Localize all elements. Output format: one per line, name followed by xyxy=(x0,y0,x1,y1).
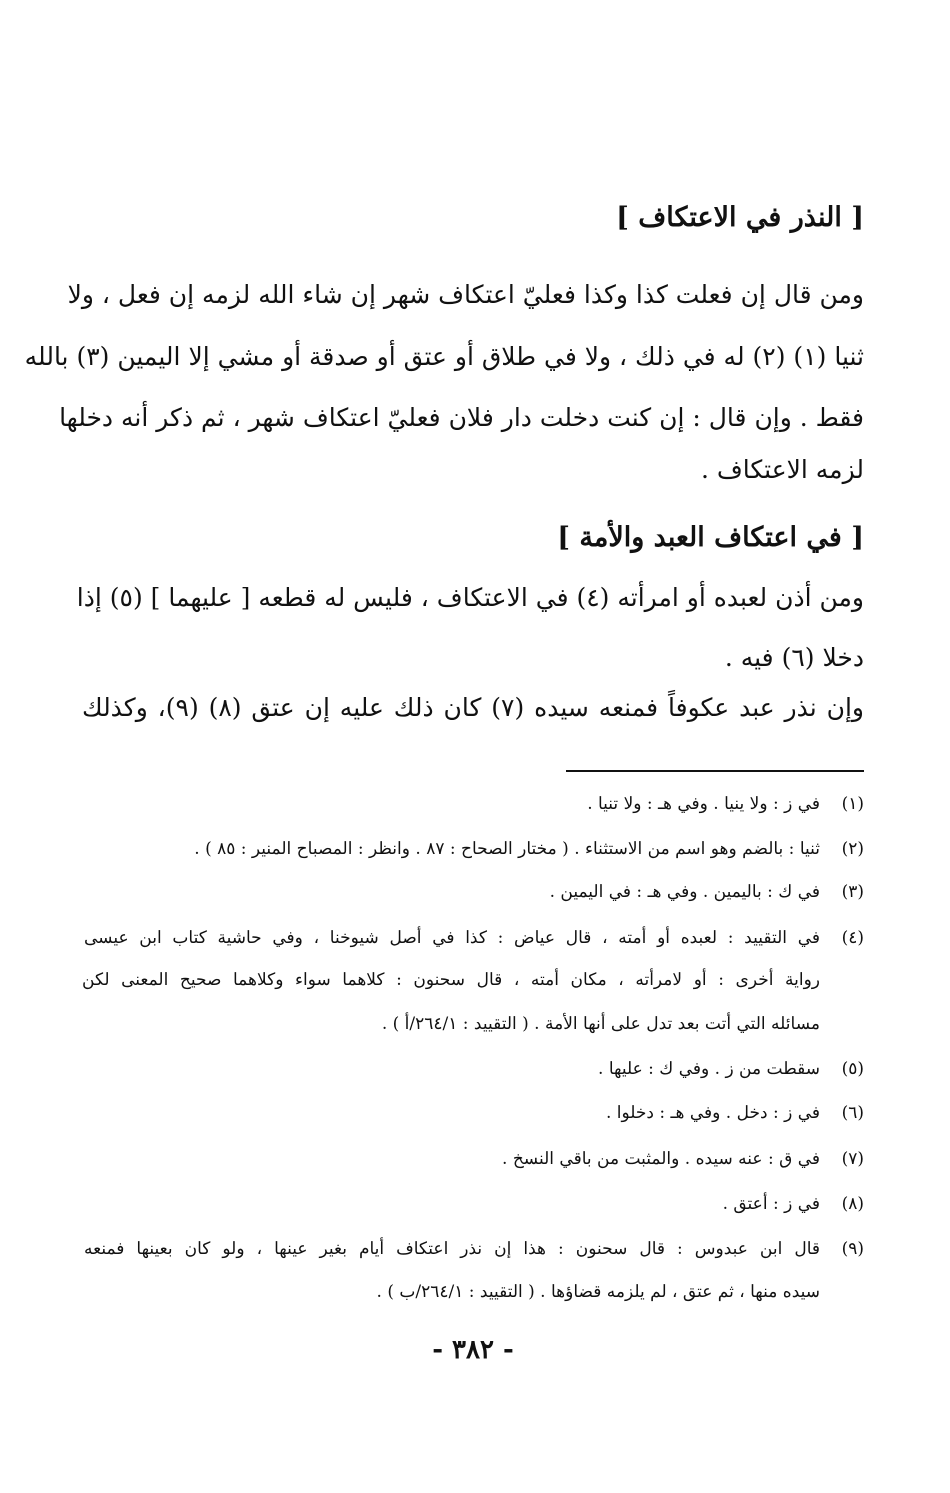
footnote-text: قال ابن عبدوس : قال سحنون : هذا إن نذر اعتكاف أيام بغير عينها ، ولو كان بعينها فمنعه xyxy=(84,1239,820,1259)
footnote-number: (٩) xyxy=(841,1239,864,1259)
body-line-1: ومن قال إن فعلت كذا وكذا فعليّ اعتكاف شهر إن شاء الله لزمه إن فعل ، ولا xyxy=(67,280,864,309)
footnote-5 xyxy=(82,1055,864,1083)
footnote-2 xyxy=(82,835,864,863)
footnote-9 xyxy=(82,1235,864,1263)
body-line-7: وإن نذر عبد عكوفاً فمنعه سيده (٧) كان ذلك عليه إن عتق (٨) (٩)، وكذلك xyxy=(82,693,864,722)
footnote-4-line-2: رواية أخرى : أو لامرأته ، مكان أمته ، قال سحنون : كلاهما سواء وكلاهما صحيح المعنى لكن xyxy=(82,970,820,990)
footnote-number: (٦) xyxy=(841,1103,864,1123)
footnote-text: سقطت من ز . وفي ك : عليها . xyxy=(598,1059,820,1079)
footnote-text: في ك : باليمين . وفي هـ : في اليمين . xyxy=(549,882,820,902)
footnote-text: ثنيا : بالضم وهو اسم من الاستثناء . ( مختار الصحاح : ٨٧ . وانظر : المصباح المنير : ٨٥ ) . xyxy=(194,839,820,859)
footnote-4 xyxy=(82,924,864,952)
footnote-separator xyxy=(566,770,864,772)
footnote-number: (٥) xyxy=(841,1059,864,1079)
section-heading-slave-itikaf: [ في اعتكاف العبد والأمة ] xyxy=(557,522,864,553)
footnote-1 xyxy=(82,790,864,818)
footnote-4-line-3: مسائله التي أتت بعد تدل على أنها الأمة . ( التقييد : ٢٦٤/١/أ ) . xyxy=(381,1014,820,1034)
footnote-text: في ق : عنه سيده . والمثبت من باقي النسخ . xyxy=(502,1149,820,1169)
footnote-number: (١) xyxy=(841,794,864,814)
footnote-text: في التقييد : لعبده أو أمته ، قال عياض : كذا في أصل شيوخنا ، وفي حاشية كتاب ابن عيسى xyxy=(84,928,820,948)
footnote-text: في ز : ولا ينيا . وفي هـ : ولا تنيا . xyxy=(587,794,820,814)
footnote-7 xyxy=(82,1145,864,1173)
footnote-number: (٢) xyxy=(841,839,864,859)
footnote-number: (٤) xyxy=(841,928,864,948)
footnote-6 xyxy=(82,1099,864,1127)
footnote-8 xyxy=(82,1190,864,1218)
page-number: - ٣٨٢ - xyxy=(432,1335,514,1365)
footnote-text: في ز : أعتق . xyxy=(722,1194,820,1214)
body-line-3: فقط . وإن قال : إن كنت دخلت دار فلان فعليّ اعتكاف شهر ، ثم ذكر أنه دخلها xyxy=(59,403,864,432)
body-line-4: لزمه الاعتكاف . xyxy=(700,455,864,484)
book-page xyxy=(24,0,864,1493)
footnote-number: (٨) xyxy=(841,1194,864,1214)
footnote-number: (٣) xyxy=(841,882,864,902)
footnote-number: (٧) xyxy=(841,1149,864,1169)
body-line-6: دخلا (٦) فيه . xyxy=(724,643,864,672)
section-heading-vow-itikaf: [ النذر في الاعتكاف ] xyxy=(616,202,864,233)
footnote-text: في ز : دخل . وفي هـ : دخلوا . xyxy=(605,1103,820,1123)
body-line-2: ثنيا (١) (٢) له في ذلك ، ولا في طلاق أو عتق أو صدقة أو مشي إلا اليمين (٣) بالله xyxy=(24,342,864,371)
footnote-3 xyxy=(82,878,864,906)
body-line-5: ومن أذن لعبده أو امرأته (٤) في الاعتكاف ، فليس له قطعه [ عليهما ] (٥) إذا xyxy=(76,583,864,612)
footnote-9-line-2: سيده منها ، ثم عتق ، لم يلزمه قضاؤها . ( التقييد : ٢٦٤/١/ب ) . xyxy=(376,1282,820,1302)
